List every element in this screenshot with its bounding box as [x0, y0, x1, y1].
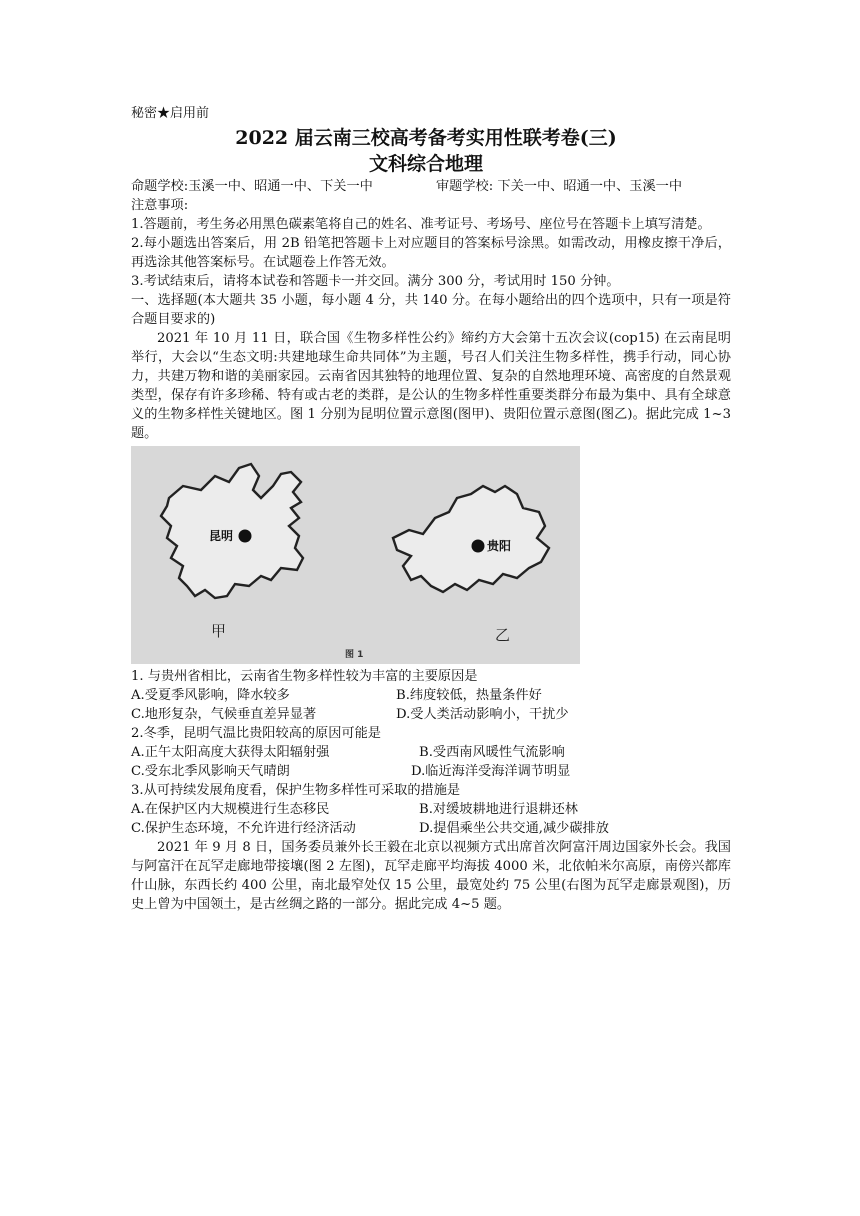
options-row	[131, 819, 731, 838]
option-b: B.纬度较低，热量条件好	[396, 688, 542, 703]
section-heading: 一、选择题(本大题共 35 小题，每小题 4 分，共 140 分。在每小题给出的四个选项中，只有一项是符合题目要求的)	[131, 293, 731, 327]
setting-schools: 命题学校:玉溪一中、昭通一中、下关一中	[131, 179, 373, 194]
map-label-right: 乙	[495, 626, 511, 644]
exam-subtitle: 文科综合地理	[368, 153, 483, 175]
option-a: A.在保护区内大规模进行生态移民	[131, 802, 330, 817]
option-c: C.保护生态环境，不允许进行经济活动	[131, 821, 356, 836]
options-row	[131, 743, 731, 762]
guiyang-dot	[472, 540, 485, 553]
map-image	[131, 446, 580, 664]
options-row	[131, 762, 731, 781]
option-a: A.正午太阳高度大获得太阳辐射强	[131, 745, 330, 760]
option-d: D.临近海洋受海洋调节明显	[411, 764, 571, 779]
question-stem: 1. 与贵州省相比，云南省生物多样性较为丰富的主要原因是	[131, 669, 478, 684]
note-item: 2.每小题选出答案后，用 2B 铅笔把答题卡上对应题目的答案标号涂黑。如需改动，用橡皮擦干净后，再选涂其他答案标号。在试题卷上作答无效。	[131, 236, 731, 270]
option-b: B.受西南风暖性气流影响	[419, 745, 565, 760]
option-d: D.受人类活动影响小，干扰少	[396, 707, 569, 722]
figure-1-maps	[131, 446, 580, 664]
confidential-mark: 秘密★启用前	[131, 106, 210, 121]
options-row	[131, 686, 731, 705]
option-b: B.对缓坡耕地进行退耕还林	[419, 802, 578, 817]
figure-caption: 图 1	[345, 650, 364, 660]
notes-heading: 注意事项:	[131, 198, 189, 213]
note-item: 3.考试结束后，请将本试卷和答题卡一并交回。满分 300 分，考试用时 150 分钟。	[131, 274, 620, 289]
options-row	[131, 800, 731, 819]
options-row	[131, 705, 731, 724]
passage-text: 2021 年 9 月 8 日，国务委员兼外长王毅在北京以视频方式出席首次阿富汗周边国家外长会。我国与阿富汗在瓦罕走廊地带接壤(图 2 左图)，瓦罕走廊平均海拔 4000 米，北依帕米尔高原，南傍兴都库什山脉，东西长约 400 公里，南北最窄处仅 15 公里，最宽处约 75 公里(右图为瓦罕走廊景观图)，历史上曾为中国领土，是古丝绸之路的一部分。据此完成 4~5 题。	[131, 840, 731, 912]
schools-row	[131, 177, 731, 196]
option-c: C.地形复杂，气候垂直差异显著	[131, 707, 317, 722]
exam-page	[131, 100, 731, 914]
option-c: C.受东北季风影响天气晴朗	[131, 764, 290, 779]
question-stem: 2.冬季，昆明气温比贵阳较高的原因可能是	[131, 726, 381, 741]
map-label-left: 甲	[211, 622, 227, 640]
exam-title: 2022 届云南三校高考备考实用性联考卷(三)	[235, 127, 617, 149]
question-stem: 3.从可持续发展角度看，保护生物多样性可采取的措施是	[131, 783, 461, 798]
kunming-dot	[239, 530, 252, 543]
note-item: 1.答题前，考生务必用黑色碳素笔将自己的姓名、准考证号、考场号、座位号在答题卡上填写清楚。	[131, 217, 711, 232]
review-schools: 审题学校: 下关一中、昭通一中、玉溪一中	[436, 179, 683, 194]
passage-text: 2021 年 10 月 11 日，联合国《生物多样性公约》缔约方大会第十五次会议(cop15) 在云南昆明举行，大会以“生态文明:共建地球生命共同体”为主题，号召人们关注生物多样性，携手行动，同心协力，共建万物和谐的美丽家园。云南省因其独特的地理位置、复杂的自然地理环境、高密度的自然景观类型，保存有许多珍稀、特有或古老的类群，是公认的生物多样性重要类群分布最为集中、具有全球意义的生物多样性关键地区。图 1 分别为昆明位置示意图(图甲)、贵阳位置示意图(图乙)。据此完成 1~3 题。	[131, 331, 731, 441]
guiyang-label: 贵阳	[487, 539, 512, 553]
option-d: D.提倡乘坐公共交通,减少碳排放	[419, 821, 609, 836]
option-a: A.受夏季风影响，降水较多	[131, 688, 290, 703]
kunming-label: 昆明	[209, 529, 234, 543]
